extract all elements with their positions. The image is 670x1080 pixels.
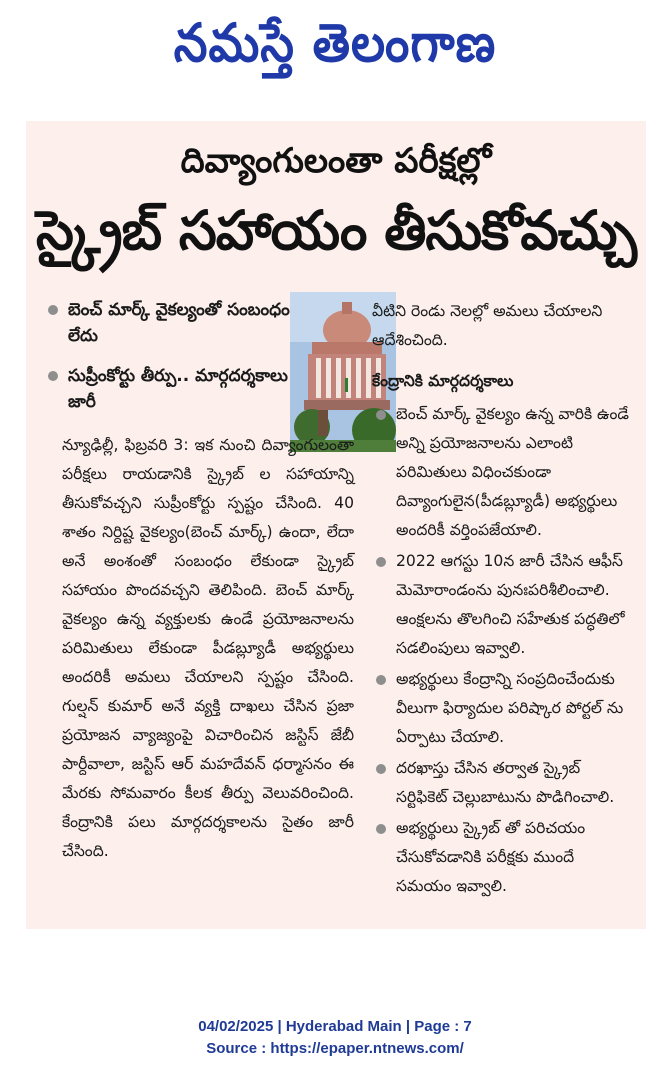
bullet-icon xyxy=(376,824,386,834)
bullet-icon xyxy=(376,764,386,774)
edition-info: 04/02/2025 | Hyderabad Main | Page : 7 xyxy=(198,1018,472,1035)
source-url: Source : https://epaper.ntnews.com/ xyxy=(206,1040,464,1057)
article-body-left xyxy=(62,431,354,866)
bullet-icon xyxy=(48,305,58,315)
guideline-item xyxy=(372,547,630,663)
highlight-text: బెంచ్ మార్క్ వైకల్యంతో సంబంధం లేదు xyxy=(68,300,290,346)
guideline-text: అభ్యర్థులు స్క్రైబ్ తో పరిచయం చేసుకోవడానికి పరీక్షకు ముందే సమయం ఇవ్వాలి. xyxy=(396,819,586,895)
source-footer xyxy=(0,1016,670,1060)
bullet-icon xyxy=(376,675,386,685)
bullet-icon xyxy=(376,557,386,567)
highlight-text: సుప్రీంకోర్టు తీర్పు.. మార్గదర్శకాలు జారీ xyxy=(68,366,288,412)
guideline-item xyxy=(372,754,630,812)
highlight-item xyxy=(48,363,298,415)
guideline-item xyxy=(372,814,630,901)
section-subhead: కేంద్రానికి మార్గదర్శకాలు xyxy=(372,372,514,390)
guideline-text: దరఖాస్తు చేసిన తర్వాత స్క్రైబ్ సర్టిఫికెట్ చెల్లుబాటును పొడిగించాలి. xyxy=(396,759,615,806)
guideline-item xyxy=(372,400,630,545)
guideline-text: 2022 ఆగస్టు 10న జారీ చేసిన ఆఫీస్ మెమోరాండంను పునఃపరిశీలించాలి. ఆంక్షలను తొలగించి సహేతుక పద్ధతిలో సడలింపులు ఇవ్వాలి. xyxy=(396,552,625,657)
newspaper-logo: నమస్తే తెలంగాణ xyxy=(173,12,497,75)
bullet-icon xyxy=(376,410,386,420)
article-headline: స్క్రైబ్ సహాయం తీసుకోవచ్చు xyxy=(35,199,637,262)
guideline-item xyxy=(372,665,630,752)
guideline-text: అభ్యర్థులు కేంద్రాన్ని సంప్రదించేందుకు వీలుగా ఫిర్యాదుల పరిష్కార పోర్టల్ ను ఏర్పాటు చేయాలి. xyxy=(396,670,624,746)
masthead xyxy=(0,0,670,100)
guideline-text: బెంచ్ మార్క్ వైకల్యం ఉన్న వారికి ఉండే అన్ని ప్రయోజనాలను ఎలాంటి పరిమితులు విధించకుండా దివ్యాంగులైన(పీడబ్ల్యూడీ) అభ్యర్థులు అందరికీ వర్తింపజేయాలి. xyxy=(396,405,629,539)
body-paragraph: వీటిని రెండు నెలల్లో అమలు చేయాలని ఆదేశించింది. xyxy=(372,302,603,349)
article-body-right xyxy=(372,297,630,901)
news-clipping xyxy=(26,121,646,929)
article-kicker: దివ్యాంగులంతా పరీక్షల్లో xyxy=(180,141,492,181)
bullet-icon xyxy=(48,371,58,381)
highlight-item xyxy=(48,297,298,349)
highlights-box xyxy=(48,297,298,429)
body-paragraph: న్యూఢిల్లీ, ఫిబ్రవరి 3: ఇక నుంచి దివ్యాంగులంతా పరీక్షలు రాయడానికి స్క్రైబ్ ల సహాయాన్ని తీసుకోవచ్చని సుప్రీంకోర్టు స్పష్టం చేసింది. 40 శాతం నిర్దిష్ట వైకల్యం(బెంచ్ మార్క్) ఉందా, లేదా అనే అంశంతో సంబంధం లేకుండా స్క్రైబ్ సహాయం పొందవచ్చని తెలిపింది. బెంచ్ మార్క్ వైకల్యం ఉన్న వ్యక్తులకు ఉండే ప్రయోజనాలను పరిమితులు లేకుండా పీడబ్ల్యూడీ అభ్యర్థులు అందరికీ అమలు చేయాలని స్పష్టం చేసింది. గుల్షన్ కుమార్ అనే వ్యక్తి దాఖలు చేసిన ప్రజా ప్రయోజన వ్యాజ్యంపై విచారించిన జస్టిస్ జేబీ పార్దీవాలా, జస్టిస్ ఆర్ మహదేవన్ ధర్మాసనం ఈ మేరకు సోమవారం కీలక తీర్పు వెలువరించింది. కేంద్రానికి పలు మార్గదర్శకాలను సైతం జారీ చేసింది. xyxy=(62,436,354,860)
